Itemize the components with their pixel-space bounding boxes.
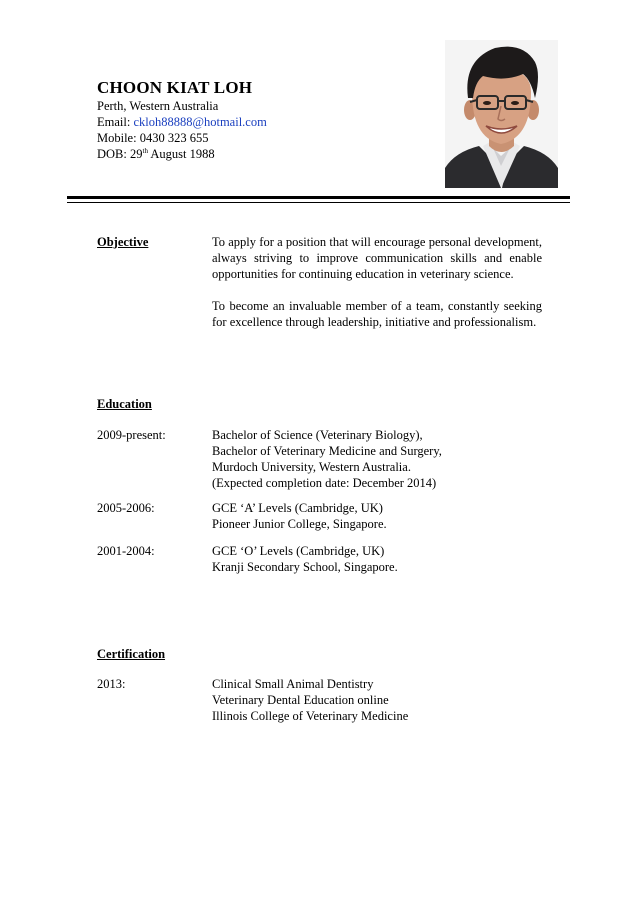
education-details-2 (212, 500, 542, 532)
location-line: Perth, Western Australia (97, 99, 219, 113)
header-divider-thick (67, 196, 570, 199)
education-details-3 (212, 543, 542, 575)
objective-paragraph-2: To become an invaluable member of a team, constantly seeking for excellence through leadership, initiative and professionalism. (212, 299, 542, 329)
objective-heading: Objective (97, 235, 149, 249)
education-period-3: 2001-2004: (97, 544, 155, 558)
portrait-photo (445, 40, 558, 188)
email-link[interactable]: ckloh88888@hotmail.com (133, 115, 267, 129)
education-line: Murdoch University, Western Australia. (212, 460, 411, 474)
certification-period-1: 2013: (97, 677, 126, 691)
dob-prefix: DOB: 29 (97, 147, 143, 161)
education-heading: Education (97, 397, 152, 411)
education-line: (Expected completion date: December 2014) (212, 476, 437, 490)
education-line: GCE ‘O’ Levels (Cambridge, UK) (212, 544, 385, 558)
objective-paragraph-1: To apply for a position that will encourage personal development, always striving to improve communication skills and enable opportunities for continuing education in veterinary science. (212, 235, 542, 281)
education-period-1: 2009-present: (97, 428, 166, 442)
education-details-1 (212, 427, 542, 491)
email-label: Email: (97, 115, 134, 129)
candidate-name: CHOON KIAT LOH (97, 78, 253, 97)
education-line: GCE ‘A’ Levels (Cambridge, UK) (212, 501, 383, 515)
objective-text (212, 234, 542, 330)
education-line: Bachelor of Veterinary Medicine and Surgery, (212, 444, 442, 458)
education-line: Pioneer Junior College, Singapore. (212, 517, 387, 531)
certification-line: Veterinary Dental Education online (212, 693, 389, 707)
certification-heading: Certification (97, 647, 166, 661)
certification-line: Illinois College of Veterinary Medicine (212, 709, 409, 723)
education-line: Kranji Secondary School, Singapore. (212, 560, 398, 574)
dob-suffix: August 1988 (147, 147, 215, 161)
contact-header (97, 78, 427, 162)
mobile-line: Mobile: 0430 323 655 (97, 131, 209, 145)
dob-ordinal: th (142, 146, 148, 155)
certification-line: Clinical Small Animal Dentistry (212, 677, 374, 691)
portrait-illustration (445, 40, 558, 188)
header-divider-thin (67, 202, 570, 203)
education-period-2: 2005-2006: (97, 501, 155, 515)
certification-details-1 (212, 676, 542, 724)
dob-line (97, 146, 427, 162)
email-line (97, 114, 427, 130)
education-line: Bachelor of Science (Veterinary Biology), (212, 428, 423, 442)
